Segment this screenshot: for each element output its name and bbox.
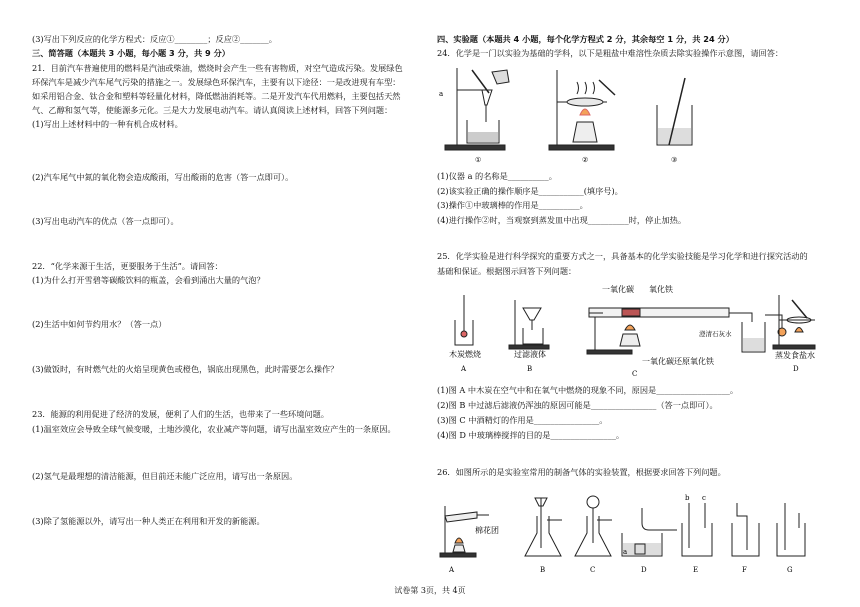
q25-filtration: [509, 300, 549, 349]
q25-caption-a: 木炭燃烧: [449, 350, 481, 359]
q25-caption-b: 过滤液体: [514, 350, 546, 359]
q25-part2: (2)图 B 中过滤后滤液仍浑浊的原因可能是________________（答一点即可）。: [437, 400, 718, 410]
q26-apparatus-d: [622, 508, 677, 556]
q25-label-limewater: 澄清石灰水: [699, 330, 732, 338]
q25-part4: (4)图 D 中玻璃棒搅拌的目的是________________。: [437, 430, 625, 440]
q26-letter-c: C: [590, 566, 596, 574]
q25-caption-c: 一氧化碳还原氧化铁: [642, 357, 714, 366]
q26-label-c: c: [702, 494, 706, 502]
q24-label-1: ①: [475, 156, 482, 164]
q24-stem: 24．化学是一门以实验为基础的学科，以下是粗盐中难溶性杂质去除实验操作示意图，请回答：: [437, 48, 784, 58]
q25-figure: [437, 280, 827, 380]
q24-filtration-apparatus: [445, 68, 509, 150]
q25-letter-d: D: [793, 365, 799, 373]
q26-letter-b: B: [540, 566, 546, 574]
q23-part3: (3)除了氢能源以外，请写出一种人类正在利用和开发的新能源。: [32, 516, 265, 526]
q26-figure-svg: [437, 488, 827, 578]
q25-label-co: 一氧化碳: [602, 285, 634, 294]
q26-label-b: b: [685, 494, 690, 502]
q24-dissolving-apparatus: [657, 78, 692, 145]
q26-apparatus-b: [525, 498, 562, 556]
q24-part3: (3)操作①中玻璃棒的作用是__________。: [437, 200, 588, 210]
q25-letter-a: A: [461, 365, 467, 373]
q24-label-a: a: [439, 90, 444, 98]
q23-part2: (2)氢气是最理想的清洁能源，但目前还未能广泛应用，请写出一条原因。: [32, 471, 298, 481]
q21-line-2: 环保汽车是减少汽车尾气污染的措施之一。发展绿色环保汽车，主要有以下途径：一是改进现有车型：: [32, 77, 401, 87]
q25-line-2: 基础和保证。根据图示回答下列问题：: [437, 266, 577, 276]
q26-apparatus-e: [682, 503, 712, 556]
q24-label-3: ③: [671, 156, 678, 164]
q24-part1: (1)仪器 a 的名称是__________。: [437, 171, 557, 181]
q26-apparatus-f: [732, 503, 759, 556]
q24-evaporation-apparatus: [549, 70, 615, 150]
q26-apparatus-c: [575, 496, 612, 556]
q25-letter-c: C: [632, 370, 638, 378]
q24-figure-svg: [437, 60, 697, 165]
q21-part1: (1)写出上述材料中的一种有机合成材料。: [32, 119, 183, 129]
q26-stem: 26．如图所示的是实验室常用的制备气体的实验装置，根据要求回答下列问题。: [437, 467, 726, 477]
q21-line-4: 气、乙醇和氢气等，使能源多元化。三是大力发展电动汽车。请认真阅读上述材料，回答下列问题：: [32, 105, 393, 115]
q26-label-cotton: 棉花团: [475, 526, 499, 535]
q26-figure: [437, 488, 827, 578]
q21-line-3: 如采用铝合金、钛合金和塑料等轻量化材料，降低燃油消耗等。二是开发汽车代用燃料，主要包括天然: [32, 91, 401, 101]
q25-line-1: 25．化学实验是进行科学探究的重要方式之一，具备基本的化学实验技能是学习化学和进行探究活动的: [437, 251, 808, 261]
q23-part1: (1)温室效应会导致全球气候变暖，土地沙漠化，农业减产等问题，请写出温室效应产生的一条原因。: [32, 424, 396, 434]
q23-stem: 23．能源的利用促进了经济的发展，便利了人们的生活，也带来了一些环境问题。: [32, 409, 329, 419]
q22-part3: (3)做饭时，有时燃气灶的火焰呈现黄色或橙色，锅底出现黑色，此时需要怎么操作？: [32, 364, 339, 374]
q21-line-1: 21．目前汽车普遍使用的燃料是汽油或柴油，燃烧时会产生一些有害物质，对空气造成污染。发展绿色: [32, 63, 403, 73]
q26-label-a: a: [623, 548, 628, 556]
q25-letter-b: B: [527, 365, 533, 373]
q26-letter-a: A: [449, 566, 455, 574]
q24-part2: (2)该实验正确的操作顺序是___________(填序号)。: [437, 186, 623, 196]
q25-evaporation: [773, 295, 815, 349]
q21-part2: (2)汽车尾气中氮的氧化物会造成酸雨，写出酸雨的危害（答一点即可）。: [32, 172, 294, 182]
q26-letter-d: D: [641, 566, 647, 574]
q24-part4: (4)进行操作②时，当观察到蒸发皿中出现__________时，停止加热。: [437, 215, 687, 225]
q25-caption-d: 蒸发食盐水: [775, 351, 815, 360]
q26-letter-f: F: [742, 566, 747, 574]
q20-part3: (3)写出下列反应的化学方程式：反应①________；反应②_______。: [32, 34, 277, 44]
q24-figure: [437, 60, 697, 165]
q26-apparatus-g: [777, 503, 805, 556]
q21-part3: (3)写出电动汽车的优点（答一点即可）。: [32, 216, 179, 226]
q24-label-2: ②: [582, 156, 589, 164]
q22-stem: 22．“化学来源于生活，更要服务于生活”。请回答：: [32, 261, 223, 271]
q25-part1: (1)图 A 中木炭在空气中和在氧气中燃烧的现象不同，原因是__________________。: [437, 385, 739, 395]
section3-title: 三、简答题（本题共 3 小题，每小题 3 分，共 9 分）: [32, 48, 230, 58]
q25-figure-svg: [437, 280, 827, 380]
q26-letter-e: E: [693, 566, 699, 574]
q25-part3: (3)图 C 中酒精灯的作用是________________。: [437, 415, 608, 425]
section4-title: 四、实验题（本题共 4 小题，每个化学方程式 2 分，其余每空 1 分，共 24 分）: [437, 34, 734, 44]
page-footer: 试卷第 3页，共 4页: [394, 586, 466, 595]
q25-co-reduction: [587, 308, 786, 354]
q26-letter-g: G: [787, 566, 793, 574]
q25-charcoal-burning: [455, 295, 473, 345]
q25-label-fe2o3: 氧化铁: [649, 285, 673, 294]
q22-part2: (2)生活中如何节约用水？（答一点）: [32, 319, 167, 329]
q22-part1: (1)为什么打开雪碧等碳酸饮料的瓶盖，会看到涌出大量的气泡？: [32, 275, 265, 285]
